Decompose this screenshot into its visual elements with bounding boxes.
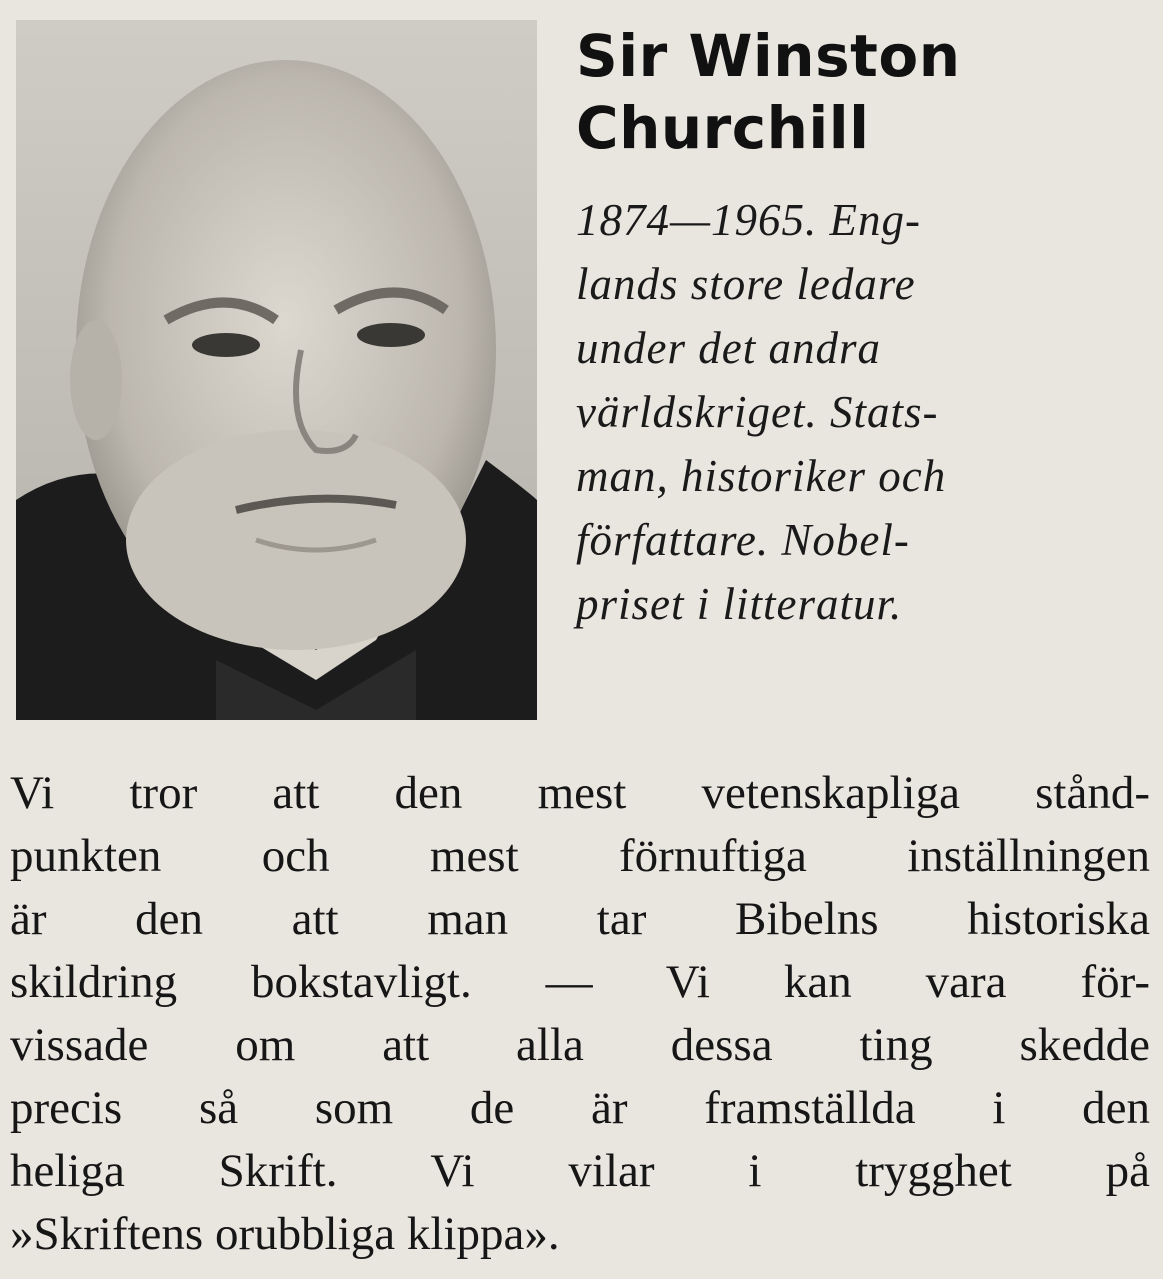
bio-line: priset i litteratur.	[576, 579, 903, 629]
bio-line: under det andra	[576, 323, 881, 373]
quote-paragraph	[10, 762, 1150, 1266]
quote-line: skildring bokstavligt. — Vi kan vara för-	[10, 956, 1150, 1008]
bio-line: lands store ledare	[576, 259, 916, 309]
bio-line: 1874—1965. Eng-	[576, 195, 921, 245]
quote-line: vissade om att alla dessa ting skedde	[10, 1019, 1150, 1071]
quote-line: punkten och mest förnuftiga inställningen	[10, 830, 1150, 882]
bio-line: man, historiker och	[576, 451, 947, 501]
quote-line: precis så som de är framställda i den	[10, 1082, 1150, 1134]
portrait-illustration	[16, 20, 537, 720]
quote-line: heliga Skrift. Vi vilar i trygghet på	[10, 1145, 1150, 1197]
bio-line: författare. Nobel-	[576, 515, 910, 565]
title-line: Sir Winston	[576, 22, 961, 90]
quote-line: är den att man tar Bibelns historiska	[10, 893, 1150, 945]
quote-line: Vi tror att den mest vetenskapliga stånd-	[10, 767, 1150, 819]
title-line: Churchill	[576, 94, 870, 162]
quote-line: »Skriftens orubbliga klippa».	[10, 1208, 560, 1260]
bio-line: världskriget. Stats-	[576, 387, 939, 437]
page-title	[576, 20, 1136, 164]
biography-caption	[576, 188, 1136, 636]
portrait-photo	[16, 20, 537, 720]
